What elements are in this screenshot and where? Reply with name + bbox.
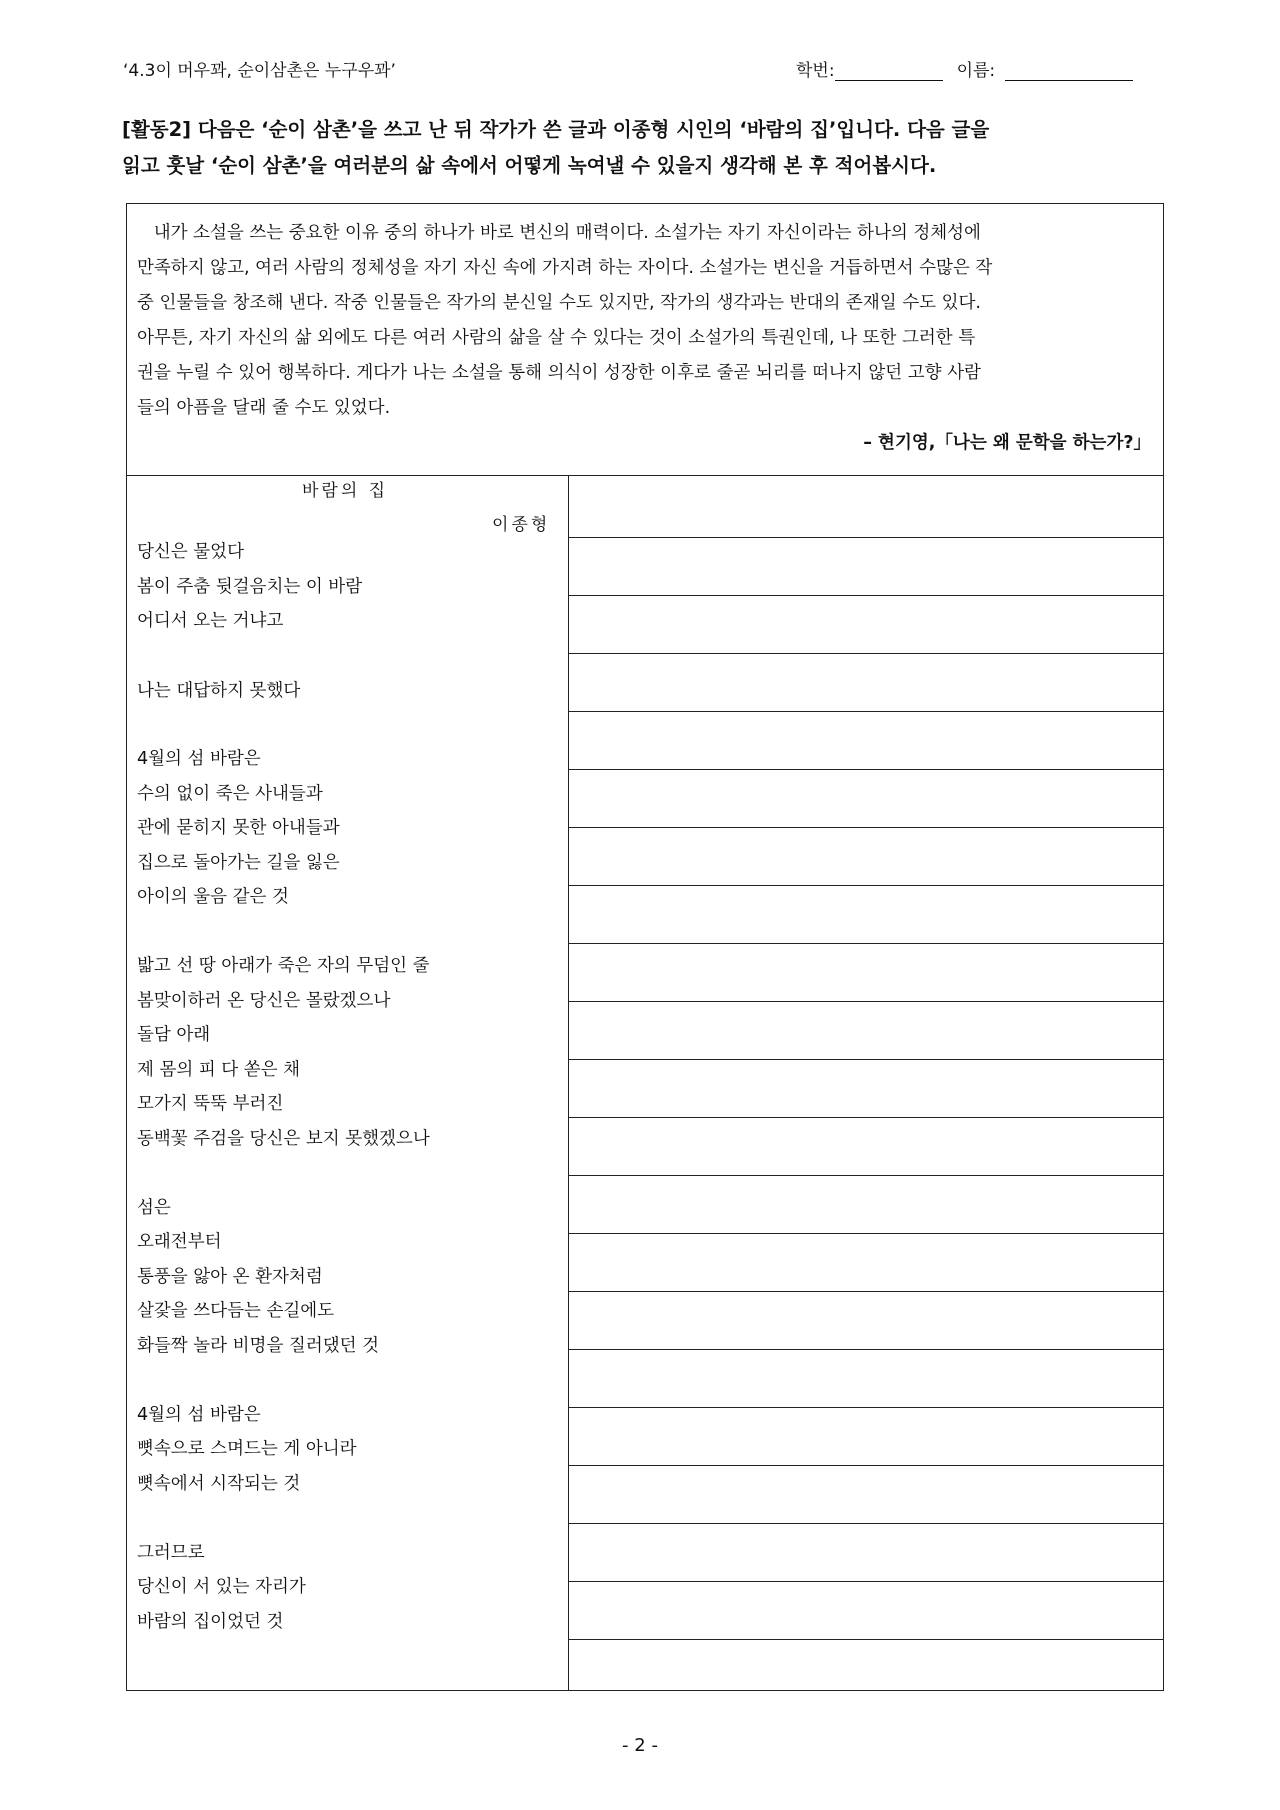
- poem-line: 밟고 선 땅 아래가 죽은 자의 무덤인 줄: [137, 956, 430, 976]
- writing-line: [569, 1581, 1163, 1582]
- poem-line: 섬은: [137, 1198, 171, 1218]
- poem-line: 그러므로: [137, 1543, 205, 1563]
- poem-line: 나는 대답하지 못했다: [137, 681, 301, 701]
- section-divider: [127, 475, 1163, 476]
- writing-line: [569, 1639, 1163, 1640]
- poem-line: 모가지 뚝뚝 부러진: [137, 1094, 284, 1114]
- poem-line: 관에 묻히지 못한 아내들과: [137, 818, 340, 838]
- poem-line: 살갗을 쓰다듬는 손길에도: [137, 1301, 335, 1321]
- writing-line: [569, 1523, 1163, 1524]
- writing-line: [569, 1059, 1163, 1060]
- instruction-line-2: 읽고 훗날 ‘순이 삼촌’을 여러분의 삶 속에서 어떻게 녹여낼 수 있을지 생각해 본 후 적어봅시다.: [122, 154, 937, 177]
- poem-line: 어디서 오는 거냐고: [137, 611, 284, 631]
- name-label: 이름:: [956, 61, 996, 81]
- activity-instruction: [122, 112, 1167, 184]
- essay-line: 들의 아픔을 달래 줄 수도 있었다.: [137, 398, 391, 418]
- writing-line: [569, 1117, 1163, 1118]
- page-number: - 2 -: [622, 1735, 658, 1756]
- poem-line: 제 몸의 피 다 쏟은 채: [137, 1060, 301, 1080]
- writing-line: [569, 1175, 1163, 1176]
- poem-line: 당신은 물었다: [137, 542, 244, 562]
- essay-line: 중 인물들을 창조해 낸다. 작중 인물들은 작가의 분신일 수도 있지만, 작가의 생각과는 반대의 존재일 수도 있다.: [137, 293, 981, 313]
- essay-excerpt: [137, 216, 1153, 426]
- poem-line: 바람의 집이었던 것: [137, 1612, 284, 1632]
- poem-line: 아이의 울음 같은 것: [137, 887, 289, 907]
- worksheet-title: ‘4.3이 머우꽈, 순이삼촌은 누구우꽈’: [123, 61, 396, 81]
- writing-line: [569, 1233, 1163, 1234]
- writing-line: [569, 1465, 1163, 1466]
- essay-line: 만족하지 않고, 여러 사람의 정체성을 자기 자신 속에 가지려 하는 자이다. 소설가는 변신을 거듭하면서 수많은 작: [137, 258, 993, 278]
- writing-line: [569, 827, 1163, 828]
- student-info: [796, 56, 1133, 81]
- poem-author: 이종형: [492, 515, 551, 535]
- writing-line: [569, 1291, 1163, 1292]
- activity-box: [126, 203, 1164, 1691]
- writing-line: [569, 595, 1163, 596]
- writing-line: [569, 537, 1163, 538]
- instruction-line-1: [활동2] 다음은 ‘순이 삼촌’을 쓰고 난 뒤 작가가 쓴 글과 이종형 시인의 ‘바람의 집’입니다. 다음 글을: [122, 118, 990, 141]
- writing-line: [569, 1001, 1163, 1002]
- name-field[interactable]: [1005, 64, 1133, 81]
- writing-line: [569, 1407, 1163, 1408]
- writing-line: [569, 769, 1163, 770]
- writing-line: [569, 711, 1163, 712]
- essay-line: 권을 누릴 수 있어 행복하다. 게다가 나는 소설을 통해 의식이 성장한 이후로 줄곧 뇌리를 떠나지 않던 고향 사람: [137, 363, 981, 383]
- poem-line: 봄맞이하러 온 당신은 몰랐겠으나: [137, 991, 391, 1011]
- poem-line: 뼛속에서 시작되는 것: [137, 1474, 301, 1494]
- poem-line: 오래전부터: [137, 1232, 222, 1252]
- student-id-field[interactable]: [835, 64, 943, 81]
- poem-title: 바람의 집: [302, 481, 389, 501]
- poem-line: 뼛속으로 스며드는 게 아니라: [137, 1439, 357, 1459]
- essay-line: 아무튼, 자기 자신의 삶 외에도 다른 여러 사람의 삶을 살 수 있다는 것이 소설가의 특권인데, 나 또한 그러한 특: [137, 328, 976, 348]
- writing-line: [569, 943, 1163, 944]
- student-id-label: 학번:: [796, 61, 835, 81]
- writing-line: [569, 885, 1163, 886]
- poem-line: 당신이 서 있는 자리가: [137, 1577, 306, 1597]
- poem-line: 봄이 주춤 뒷걸음치는 이 바람: [137, 577, 363, 597]
- poem-line: 돌담 아래: [137, 1025, 211, 1045]
- poem-line: 화들짝 놀라 비명을 질러댔던 것: [137, 1336, 380, 1356]
- poem-line: 통풍을 앓아 온 환자처럼: [137, 1267, 323, 1287]
- essay-source: – 현기영,「나는 왜 문학을 하는가?」: [863, 433, 1151, 453]
- writing-line: [569, 1349, 1163, 1350]
- poem-line: 집으로 돌아가는 길을 잃은: [137, 853, 340, 873]
- essay-line: 내가 소설을 쓰는 중요한 이유 중의 하나가 바로 변신의 매력이다. 소설가는 자기 자신이라는 하나의 정체성에: [137, 223, 981, 243]
- writing-line: [569, 653, 1163, 654]
- poem-line: 4월의 섬 바람은: [137, 749, 261, 769]
- column-divider: [568, 475, 569, 1690]
- poem-line: 수의 없이 죽은 사내들과: [137, 784, 323, 804]
- poem-line: 동백꽃 주검을 당신은 보지 못했겠으나: [137, 1129, 430, 1149]
- poem-line: 4월의 섬 바람은: [137, 1405, 261, 1425]
